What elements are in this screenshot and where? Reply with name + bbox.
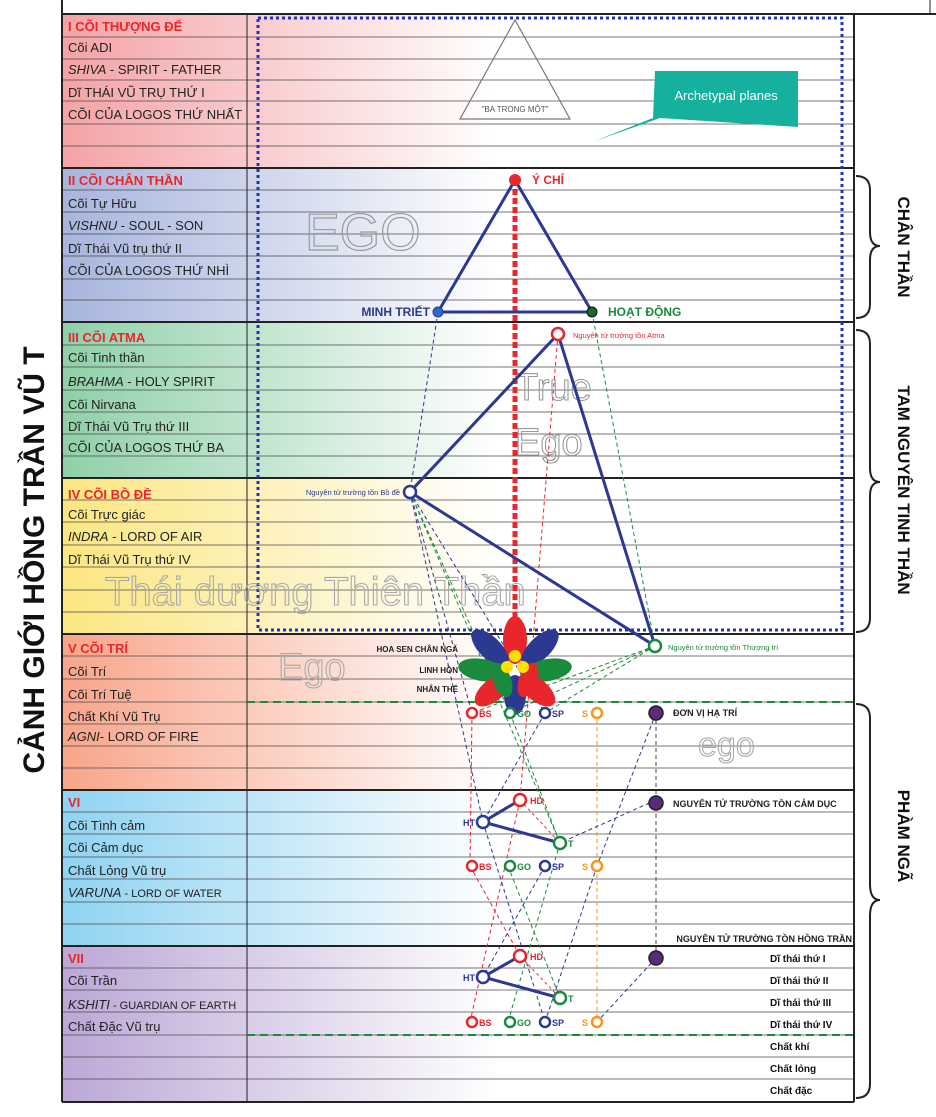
node-bs-3 — [467, 1017, 477, 1027]
thuong-tri-atom-node — [649, 640, 661, 652]
subplane-vii-6: Chất lỏng — [770, 1064, 817, 1075]
plane-3-line-4: Dĩ Thái Vũ Trụ thứ III — [68, 419, 190, 434]
label-bs-1: BS — [479, 709, 492, 719]
t-label-vi: T — [568, 839, 574, 849]
cam-duc-node — [649, 796, 663, 810]
plane-7-line-2: KSHITI - GUARDIAN OF EARTH — [68, 997, 237, 1012]
y-chi-label: Ý CHÍ — [532, 173, 565, 187]
plane-4-line-2: INDRA - LORD OF AIR — [68, 529, 203, 544]
right-label-pham-nga: PHÀM NGÃ — [894, 789, 913, 883]
ha-tri-node — [649, 706, 663, 720]
plane-5-line-4: AGNI- LORD OF FIRE — [68, 729, 199, 744]
t-label-vii: T — [568, 994, 574, 1004]
archetypal-label: Archetypal planes — [674, 88, 778, 103]
plane-title-4: IV CÕI BỒ ĐỀ — [68, 487, 152, 502]
label-sp-2: SP — [552, 862, 565, 872]
ego-small-watermark: ego — [698, 726, 755, 764]
label-s-3: S — [582, 1018, 589, 1028]
label-s-1: S — [582, 709, 589, 719]
ht-label-vii: HT — [463, 973, 475, 983]
hd-label-vii: HD — [530, 952, 543, 962]
plane-2-line-1: Cõi Tự Hữu — [68, 196, 137, 211]
plane-6-line-4: VARUNA - LORD OF WATER — [68, 885, 222, 900]
subplane-vii-7: Chất đặc — [770, 1086, 813, 1097]
ht-label-vi: HT — [463, 818, 475, 828]
bode-atom-node — [404, 486, 416, 498]
label-sp-1: SP — [552, 709, 565, 719]
plane-3-line-3: Cõi Nirvana — [68, 397, 136, 412]
plane-title-2: II CÕI CHÂN THẦN — [68, 173, 183, 188]
plane-5-line-1: Cõi Trí — [68, 664, 107, 679]
right-label-chan-than: CHÂN THẦN — [894, 196, 913, 298]
subplane-vii-1: Dĩ thái thứ I — [770, 954, 826, 965]
band-6 — [62, 790, 854, 946]
label-sp-3: SP — [552, 1018, 565, 1028]
node-s-3 — [592, 1017, 602, 1027]
plane-3-line-5: CÕI CỦA LOGOS THỨ BA — [68, 440, 225, 455]
label-bs-2: BS — [479, 862, 492, 872]
plane-3-line-1: Cõi Tinh thần — [68, 350, 145, 365]
y-chi-node — [509, 174, 521, 186]
plane-4-line-1: Cõi Trực giác — [68, 507, 146, 522]
true-ego-watermark-1: True — [515, 367, 592, 409]
plane-7-line-3: Chất Đặc Vũ trụ — [68, 1019, 161, 1034]
plane-1-line-4: CÕI CỦA LOGOS THỨ NHẤT — [68, 107, 243, 122]
label-go-1: GO — [517, 709, 532, 719]
plane-title-7: VII — [68, 951, 84, 966]
label-go-3: GO — [517, 1018, 532, 1028]
hong-tran-node — [649, 951, 663, 965]
nt-thuongtri-label: Nguyên tử trường tồn Thượng trí — [668, 643, 779, 652]
plane-5-line-3: Chất Khí Vũ Trụ — [68, 709, 161, 724]
hoa-sen-label: HOA SEN CHÂN NGÃ — [376, 645, 458, 654]
hd-label-vi: HD — [530, 796, 543, 806]
node-go-3 — [505, 1017, 515, 1027]
hoat-dong-node — [587, 307, 597, 317]
nt-cam-duc-label: NGUYÊN TỬ TRƯỜNG TỒN CẢM DỤC — [673, 799, 837, 809]
label-s-2: S — [582, 862, 589, 872]
plane-title-3: III CÕI ATMA — [68, 330, 146, 345]
nt-atma-label: Nguyên tử trường tồn Atma — [573, 331, 665, 340]
plane-6-line-1: Cõi Tình cảm — [68, 818, 146, 833]
plane-title-5: V CÕI TRÍ — [68, 641, 128, 656]
subplane-vii-4: Dĩ thái thứ IV — [770, 1020, 833, 1031]
node-bs-1 — [467, 708, 477, 718]
plane-4-line-3: Dĩ Thái Vũ Trụ thứ IV — [68, 552, 191, 567]
plane-1-line-2: SHIVA - SPIRIT - FATHER — [68, 62, 222, 77]
right-braces — [856, 176, 880, 1098]
plane-6-line-3: Chất Lỏng Vũ trụ — [68, 863, 167, 878]
minh-triet-label: MINH TRIẾT — [361, 305, 430, 319]
plane-1-line-3: Dĩ THÁI VŨ TRỤ THỨ I — [68, 85, 205, 100]
node-sp-1 — [540, 708, 550, 718]
plane-title-6: VI — [68, 795, 81, 810]
nt-hong-tran-label: NGUYÊN TỬ TRƯỜNG TỒN HỒNG TRẦN — [676, 934, 852, 944]
node-go-2 — [505, 861, 515, 871]
plane-5-line-2: Cõi Trí Tuệ — [68, 687, 132, 702]
plane-3-line-2: BRAHMA - HOLY SPIRIT — [68, 374, 215, 389]
node-sp-2 — [540, 861, 550, 871]
node-s-1 — [592, 708, 602, 718]
plane-title-1: I CÕI THƯỢNG ĐẾ — [68, 19, 183, 34]
atma-atom-node — [552, 328, 564, 340]
hoat-dong-label: HOẠT ĐỘNG — [608, 305, 682, 319]
nt-bode-label: Nguyên tử trường tồn Bồ đề — [305, 488, 400, 497]
plane-6-line-2: Cõi Cảm dục — [68, 840, 144, 855]
plane-2-line-4: CÕI CỦA LOGOS THỨ NHÌ — [68, 263, 230, 278]
node-bs-2 — [467, 861, 477, 871]
label-go-2: GO — [517, 862, 532, 872]
left-vertical-title: CẢNH GIỚI HỒNG TRẦN VŨ T — [18, 346, 51, 774]
ego-mid-watermark: Ego — [278, 647, 346, 689]
ego-watermark: EGO — [305, 204, 421, 262]
linh-hon-label: LINH HỒN — [419, 666, 458, 675]
thai-duong-watermark: Thái dương Thiên Thần — [105, 570, 526, 614]
plane-7-line-1: Cõi Trần — [68, 973, 118, 988]
minh-triet-node — [433, 307, 443, 317]
label-bs-3: BS — [479, 1018, 492, 1028]
node-sp-3 — [540, 1017, 550, 1027]
nhan-the-label: NHÂN THỂ — [416, 685, 458, 694]
node-s-2 — [592, 861, 602, 871]
node-go-1 — [505, 708, 515, 718]
ba-trong-mot-label: "BA TRONG MỘT" — [481, 105, 549, 114]
plane-2-line-2: VISHNU - SOUL - SON — [68, 218, 204, 233]
right-label-tam-nguyen: TAM NGUYÊN TINH THẦN — [894, 385, 913, 595]
true-ego-watermark-2: Ego — [515, 422, 583, 464]
plane-2-line-3: Dĩ Thái Vũ trụ thứ II — [68, 241, 182, 256]
subplane-vii-5: Chất khí — [770, 1042, 810, 1053]
subplane-vii-3: Dĩ thái thứ III — [770, 998, 832, 1009]
subplane-vii-2: Dĩ thái thứ II — [770, 976, 829, 987]
plane-1-line-1: Cõi ADI — [68, 40, 113, 55]
don-vi-ha-tri-label: ĐƠN VỊ HẠ TRÍ — [673, 708, 738, 718]
